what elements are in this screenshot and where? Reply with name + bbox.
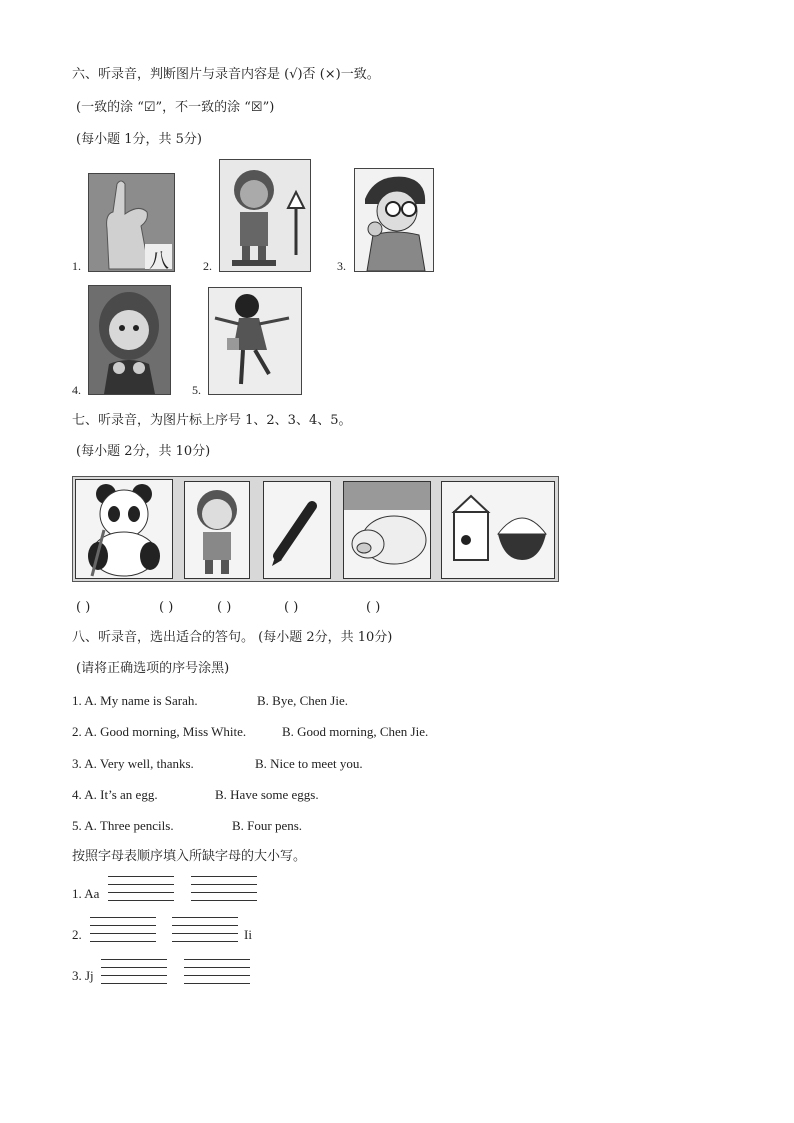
q1-option-a[interactable]: 1. A. My name is Sarah. — [72, 693, 198, 708]
letters-row3-label: 3. Jj — [72, 968, 94, 983]
boy-arrow-image — [219, 159, 311, 272]
letters-row2-label: 2. — [72, 927, 82, 942]
q5-option-a[interactable]: 5. A. Three pencils. — [72, 818, 174, 833]
answer-bracket-2[interactable]: ( ) — [159, 600, 174, 615]
q4-option-b[interactable]: B. Have some eggs. — [215, 787, 319, 802]
item-label-1: 1. — [72, 259, 81, 273]
q1-option-b[interactable]: B. Bye, Chen Jie. — [257, 693, 348, 708]
boy-glasses-image — [354, 168, 434, 272]
section6-score: (每小题 1分，共 5分) — [76, 132, 202, 147]
panda-card — [75, 479, 173, 579]
letters-row2-end: Ii — [244, 927, 252, 942]
section6-instruction: (一致的涂 “☑”，不一致的涂 “☒”) — [76, 100, 275, 115]
writing-lines-2a[interactable] — [90, 917, 156, 949]
section8-title: 八、听录音，选出适合的答句。 (每小题 2分，共 10分) — [72, 630, 393, 645]
hand-gesture-image — [88, 173, 175, 272]
item-label-5: 5. — [192, 383, 201, 397]
section8-instruction: (请将正确选项的序号涂黑) — [76, 661, 230, 676]
answer-bracket-3[interactable]: ( ) — [217, 600, 232, 615]
q2-option-b[interactable]: B. Good morning, Chen Jie. — [282, 724, 429, 739]
letters-row1-label: 1. Aa — [72, 886, 100, 901]
section6-title: 六、听录音，判断图片与录音内容是 (√)否 (×)一致。 — [72, 67, 380, 82]
item-label-3: 3. — [337, 259, 346, 273]
writing-lines-3a[interactable] — [101, 959, 167, 991]
q2-option-a[interactable]: 2. A. Good morning, Miss White. — [72, 724, 247, 739]
answer-bracket-5[interactable]: ( ) — [366, 600, 381, 615]
q4-option-a[interactable]: 4. A. It’s an egg. — [72, 787, 158, 802]
item-label-2: 2. — [203, 259, 212, 273]
letters-title: 按照字母表顺序填入所缺字母的大小写。 — [72, 849, 307, 864]
q3-option-a[interactable]: 3. A. Very well, thanks. — [72, 756, 194, 771]
chinese-eight-char: 八 — [149, 248, 169, 272]
q5-option-b[interactable]: B. Four pens. — [232, 818, 303, 833]
q3-option-b[interactable]: B. Nice to meet you. — [255, 756, 363, 771]
writing-lines-1a[interactable] — [108, 876, 174, 908]
pig-card — [343, 481, 431, 579]
item-label-4: 4. — [72, 383, 81, 397]
boy-card — [184, 481, 250, 579]
writing-lines-1b[interactable] — [191, 876, 257, 908]
picture-strip — [72, 476, 559, 582]
answer-bracket-4[interactable]: ( ) — [284, 600, 299, 615]
dancing-girl-image — [208, 287, 302, 395]
section7-score: (每小题 2分，共 10分) — [76, 444, 211, 459]
writing-lines-2b[interactable] — [172, 917, 238, 949]
answer-bracket-1[interactable]: ( ) — [76, 600, 91, 615]
section7-title: 七、听录音，为图片标上序号 1、2、3、4、5。 — [72, 413, 352, 428]
pen-card — [263, 481, 331, 579]
girl-image — [88, 285, 171, 395]
writing-lines-3b[interactable] — [184, 959, 250, 991]
milk-rice-card — [441, 481, 555, 579]
